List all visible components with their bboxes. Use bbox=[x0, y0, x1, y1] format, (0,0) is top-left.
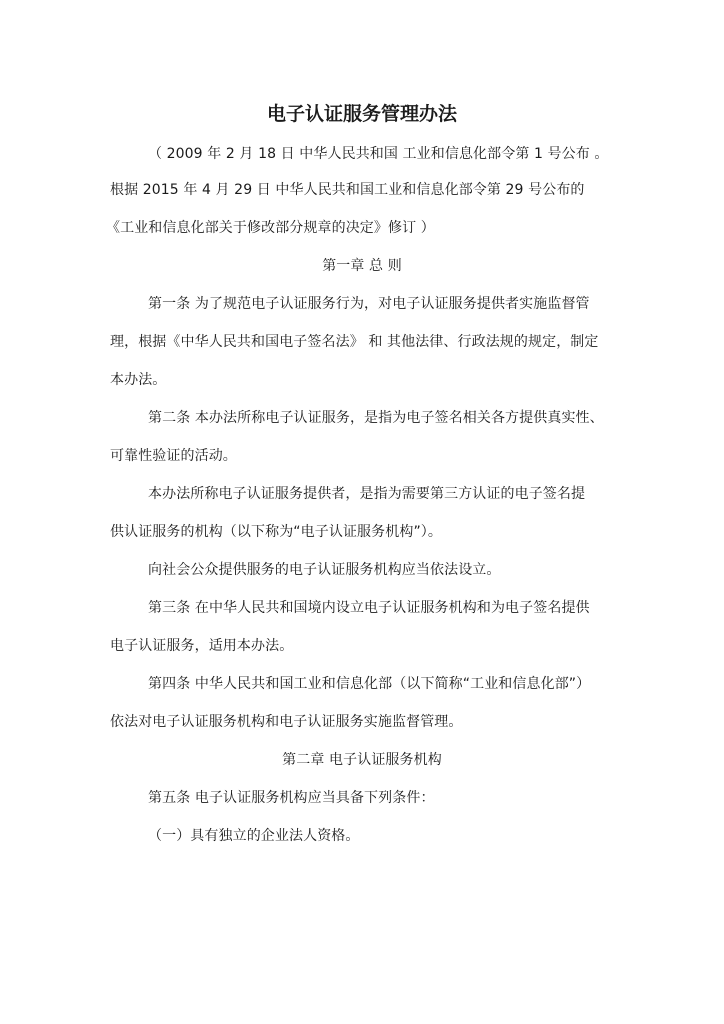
article-2-line-1: 第二条 本办法所称电子认证服务，是指为电子签名相关各方提供真实性、 bbox=[148, 410, 604, 426]
preamble-line-1: （ 2009 年 2 月 18 日 中华人民共和国 工业和信息化部令第 1 号公布 。 bbox=[148, 146, 609, 162]
preamble-line-3: 《工业和信息化部关于修改部分规章的决定》修订 ） bbox=[106, 220, 435, 236]
article-1-line-3: 本办法。 bbox=[110, 372, 167, 388]
article-2-para-3: 向社会公众提供服务的电子认证服务机构应当依法设立。 bbox=[148, 562, 501, 578]
chapter-2-heading: 第二章 电子认证服务机构 bbox=[282, 752, 442, 768]
article-2-line-2: 可靠性验证的活动。 bbox=[110, 448, 237, 464]
article-1-line-1: 第一条 为了规范电子认证服务行为，对电子认证服务提供者实施监督管 bbox=[148, 296, 590, 312]
article-2-para-2-line-2: 供认证服务的机构（以下称为“电子认证服务机构”）。 bbox=[110, 524, 443, 540]
document-title: 电子认证服务管理办法 bbox=[266, 103, 457, 125]
article-3-line-2: 电子认证服务，适用本办法。 bbox=[110, 638, 294, 654]
preamble-line-2: 根据 2015 年 4 月 29 日 中华人民共和国工业和信息化部令第 29 号公布的 bbox=[110, 182, 585, 198]
article-5: 第五条 电子认证服务机构应当具备下列条件： bbox=[148, 790, 435, 806]
article-4-line-1: 第四条 中华人民共和国工业和信息化部（以下简称“工业和信息化部”） bbox=[148, 676, 591, 692]
article-5-item-1: （一）具有独立的企业法人资格。 bbox=[148, 828, 360, 844]
article-3-line-1: 第三条 在中华人民共和国境内设立电子认证服务机构和为电子签名提供 bbox=[148, 600, 590, 616]
article-2-para-2-line-1: 本办法所称电子认证服务提供者，是指为需要第三方认证的电子签名提 bbox=[148, 486, 586, 502]
chapter-1-heading: 第一章 总 则 bbox=[322, 258, 402, 274]
article-4-line-2: 依法对电子认证服务机构和电子认证服务实施监督管理。 bbox=[110, 714, 463, 730]
article-1-line-2: 理，根据《中华人民共和国电子签名法》 和 其他法律、行政法规的规定，制定 bbox=[110, 334, 599, 350]
